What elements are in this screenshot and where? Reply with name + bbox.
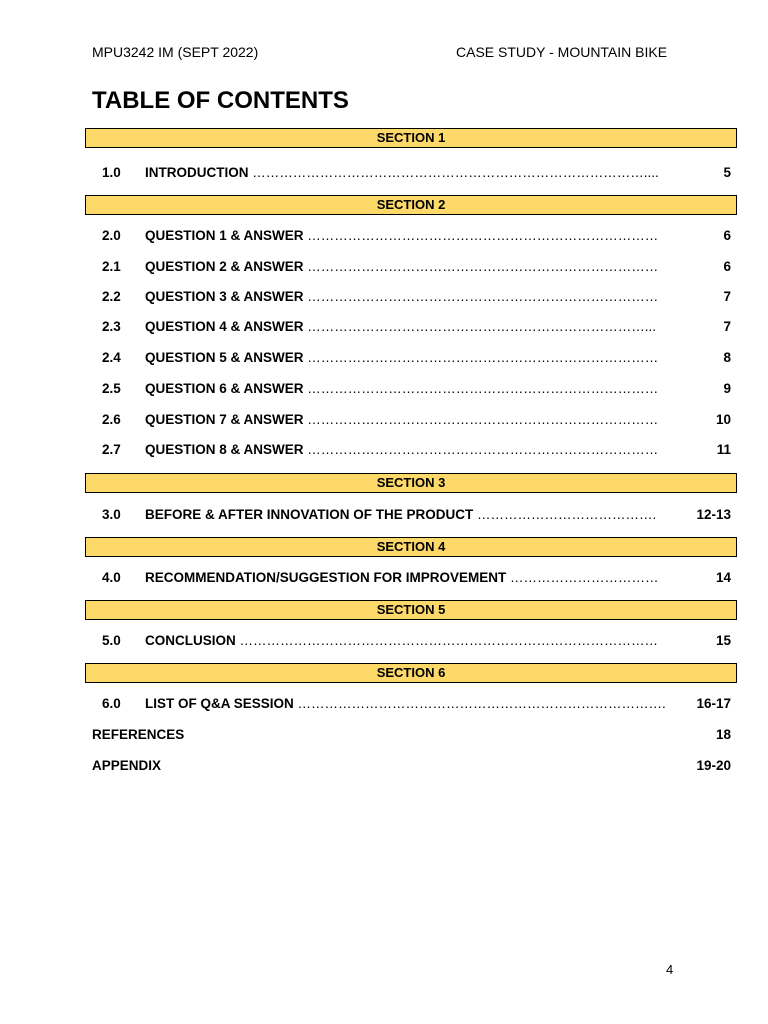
- toc-entry-title: QUESTION 6 & ANSWER ……………………………………………………………………: [145, 381, 659, 396]
- toc-entry[interactable]: [0, 695, 768, 713]
- toc-entry[interactable]: [0, 380, 768, 398]
- toc-entry-title: INTRODUCTION ……………………………………………………………………………....: [145, 165, 659, 180]
- toc-entry-page: 15: [715, 633, 731, 648]
- toc-entry-page: 11: [716, 442, 731, 457]
- toc-entry[interactable]: [0, 227, 768, 245]
- toc-entry-title: BEFORE & AFTER INNOVATION OF THE PRODUCT ………………………………….: [145, 507, 657, 522]
- toc-entry-page: 6: [723, 259, 731, 274]
- toc-entry-title: QUESTION 5 & ANSWER ……………………………………………………………………: [145, 350, 659, 365]
- toc-entry-title: QUESTION 7 & ANSWER ……………………………………………………………………: [145, 412, 659, 427]
- toc-entry-number: 2.2: [102, 289, 121, 304]
- toc-entry-page: 8: [723, 350, 731, 365]
- toc-entry-page: 6: [723, 228, 731, 243]
- toc-entry-page: 7: [723, 289, 731, 304]
- toc-entry-page: 5: [723, 165, 731, 180]
- section-3-bar: SECTION 3: [85, 473, 737, 493]
- toc-entry-references[interactable]: [0, 726, 768, 744]
- toc-entry-number: 2.7: [102, 442, 121, 457]
- toc-entry-page: 16-17: [696, 696, 731, 711]
- toc-entry[interactable]: [0, 506, 768, 524]
- toc-entry-title: APPENDIX: [92, 758, 162, 773]
- toc-entry-title: CONCLUSION …………………………………………………………………………………: [145, 633, 659, 648]
- toc-entry-title: RECOMMENDATION/SUGGESTION FOR IMPROVEMENT ……………………………: [145, 570, 659, 585]
- toc-entry-number: 4.0: [102, 570, 121, 585]
- toc-entry[interactable]: [0, 441, 768, 459]
- toc-entry[interactable]: [0, 569, 768, 587]
- header-left-text: MPU3242 IM (SEPT 2022): [92, 44, 259, 60]
- toc-entry-number: 2.3: [102, 319, 121, 334]
- toc-entry-page: 18: [715, 727, 731, 742]
- header-right-text: CASE STUDY - MOUNTAIN BIKE: [456, 44, 668, 60]
- toc-entry-number: 5.0: [102, 633, 121, 648]
- toc-entry-page: 12-13: [696, 507, 731, 522]
- toc-entry-appendix[interactable]: [0, 757, 768, 775]
- toc-entry-page: 10: [715, 412, 731, 427]
- toc-entry[interactable]: [0, 164, 768, 182]
- toc-entry-number: 2.4: [102, 350, 121, 365]
- toc-entry-number: 6.0: [102, 696, 121, 711]
- toc-entry-number: 3.0: [102, 507, 121, 522]
- toc-entry[interactable]: [0, 411, 768, 429]
- toc-entry-page: 9: [723, 381, 731, 396]
- toc-entry-number: 2.0: [102, 228, 121, 243]
- toc-entry-page: 19-20: [696, 758, 731, 773]
- toc-entry[interactable]: [0, 349, 768, 367]
- page-number: 4: [666, 962, 674, 977]
- section-4-bar: SECTION 4: [85, 537, 737, 557]
- toc-entry-title: QUESTION 1 & ANSWER ……………………………………………………………………: [145, 228, 659, 243]
- toc-entry-title: REFERENCES: [92, 727, 185, 742]
- toc-entry[interactable]: [0, 288, 768, 306]
- toc-entry-number: 2.5: [102, 381, 121, 396]
- toc-entry-number: 1.0: [102, 165, 121, 180]
- toc-entry-page: 14: [715, 570, 731, 585]
- toc-entry[interactable]: [0, 632, 768, 650]
- toc-entry-title: QUESTION 4 & ANSWER …………………………………………………………………...: [145, 319, 657, 334]
- section-6-bar: SECTION 6: [85, 663, 737, 683]
- section-5-bar: SECTION 5: [85, 600, 737, 620]
- toc-entry-number: 2.6: [102, 412, 121, 427]
- toc-entry[interactable]: [0, 318, 768, 336]
- toc-entry-page: 7: [723, 319, 731, 334]
- page-title: TABLE OF CONTENTS: [92, 87, 349, 114]
- toc-entry-title: QUESTION 8 & ANSWER ……………………………………………………………………: [145, 442, 659, 457]
- section-1-bar: SECTION 1: [85, 128, 737, 148]
- toc-entry-title: LIST OF Q&A SESSION ……………………………………………………………………….: [145, 696, 666, 711]
- toc-entry-title: QUESTION 3 & ANSWER ……………………………………………………………………: [145, 289, 659, 304]
- toc-entry[interactable]: [0, 258, 768, 276]
- section-2-bar: SECTION 2: [85, 195, 737, 215]
- toc-entry-title: QUESTION 2 & ANSWER ……………………………………………………………………: [145, 259, 659, 274]
- toc-entry-number: 2.1: [102, 259, 121, 274]
